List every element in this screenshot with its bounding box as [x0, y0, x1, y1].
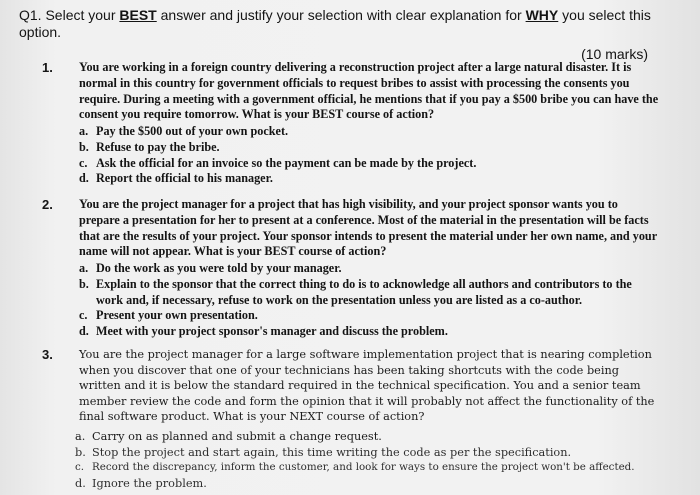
option-text: Explain to the sponsor that the correct thing to do is to acknowledge all authors and contributors to the work and, if necessary, refuse to work on the presentation unless you are listed as a co-author.	[96, 276, 632, 307]
option-letter: b.	[79, 276, 89, 291]
option-letter: c.	[79, 155, 88, 170]
option-text: Ignore the problem.	[92, 476, 207, 490]
option-text: Record the discrepancy, inform the customer, and look for ways to ensure the project won't be affected.	[92, 461, 635, 474]
option-b	[75, 445, 675, 461]
option-a	[75, 429, 675, 445]
option-a	[79, 261, 659, 277]
option-letter: b.	[79, 139, 89, 154]
header-best-emphasis: BEST	[119, 7, 157, 23]
marks-label: (10 marks)	[581, 46, 648, 62]
option-letter: d.	[79, 171, 89, 186]
option-text: Meet with your project sponsor's manager and discuss the problem.	[96, 324, 448, 339]
option-letter: c.	[75, 461, 85, 474]
option-d	[79, 171, 659, 187]
option-d	[75, 476, 675, 492]
header-why-emphasis: WHY	[525, 7, 559, 23]
header-text-1: Q1. Select your	[19, 7, 120, 23]
question-text: You are working in a foreign country delivering a reconstruction project after a large natural disaster. It is normal in this country for government officials to request bribes to assist with processing the consents you require. During a meeting with a government official, he mentions that if you pay a $500 bribe you can have the consent you require tomorrow. What is your BEST course of action?	[79, 60, 659, 122]
question-number: 2.	[42, 197, 53, 212]
question-number: 1.	[42, 60, 53, 75]
option-d	[79, 324, 659, 340]
option-text: Present your own presentation.	[96, 308, 258, 323]
option-letter: a.	[79, 261, 89, 275]
option-text: Ask the official for an invoice so the payment can be made by the project.	[96, 155, 477, 170]
option-b	[79, 277, 659, 309]
option-text: Stop the project and start again, this time writing the code as per the specification.	[92, 445, 572, 459]
question-text: You are the project manager for a project that has high visibility, and your project sponsor wants you to prepare a presentation for her to present at a conference. Most of the material in the presentation will be facts that are the results of your project. Your sponsor intends to present the material under her own name, and your name will not appear. What is your BEST course of action?	[79, 197, 657, 259]
option-letter: a.	[79, 124, 89, 138]
question-number: 3.	[42, 347, 53, 362]
option-letter: a.	[75, 430, 86, 443]
option-letter: d.	[75, 476, 86, 490]
option-c	[75, 460, 675, 476]
option-list	[75, 429, 675, 491]
option-letter: d.	[79, 324, 89, 339]
option-b	[79, 140, 659, 156]
header-text-3: you select this option.	[19, 7, 651, 40]
option-text: Do the work as you were told by your manager.	[96, 261, 342, 275]
option-a	[79, 124, 659, 140]
question-text: You are the project manager for a large software implementation project that is nearing completion when you discover that one of your technicians has been taking shortcuts with the code being written and it is below the standard required in the technical specification. You and a senior team member review the code and form the opinion that it will probably not affect the functionality of the final software product. What is your NEXT course of action?	[79, 348, 655, 424]
option-list	[79, 261, 659, 340]
option-c	[79, 156, 659, 172]
option-text: Carry on as planned and submit a change request.	[92, 430, 382, 443]
option-letter: b.	[75, 445, 86, 459]
option-text: Pay the $500 out of your own pocket.	[96, 124, 289, 138]
option-text: Report the official to his manager.	[96, 171, 273, 186]
header-text-2: answer and justify your selection with clear explanation for	[156, 7, 526, 23]
question-header	[19, 7, 679, 41]
option-text: Refuse to pay the bribe.	[96, 139, 220, 154]
option-list	[79, 124, 659, 187]
option-c	[79, 308, 659, 324]
option-letter: c.	[79, 308, 88, 323]
